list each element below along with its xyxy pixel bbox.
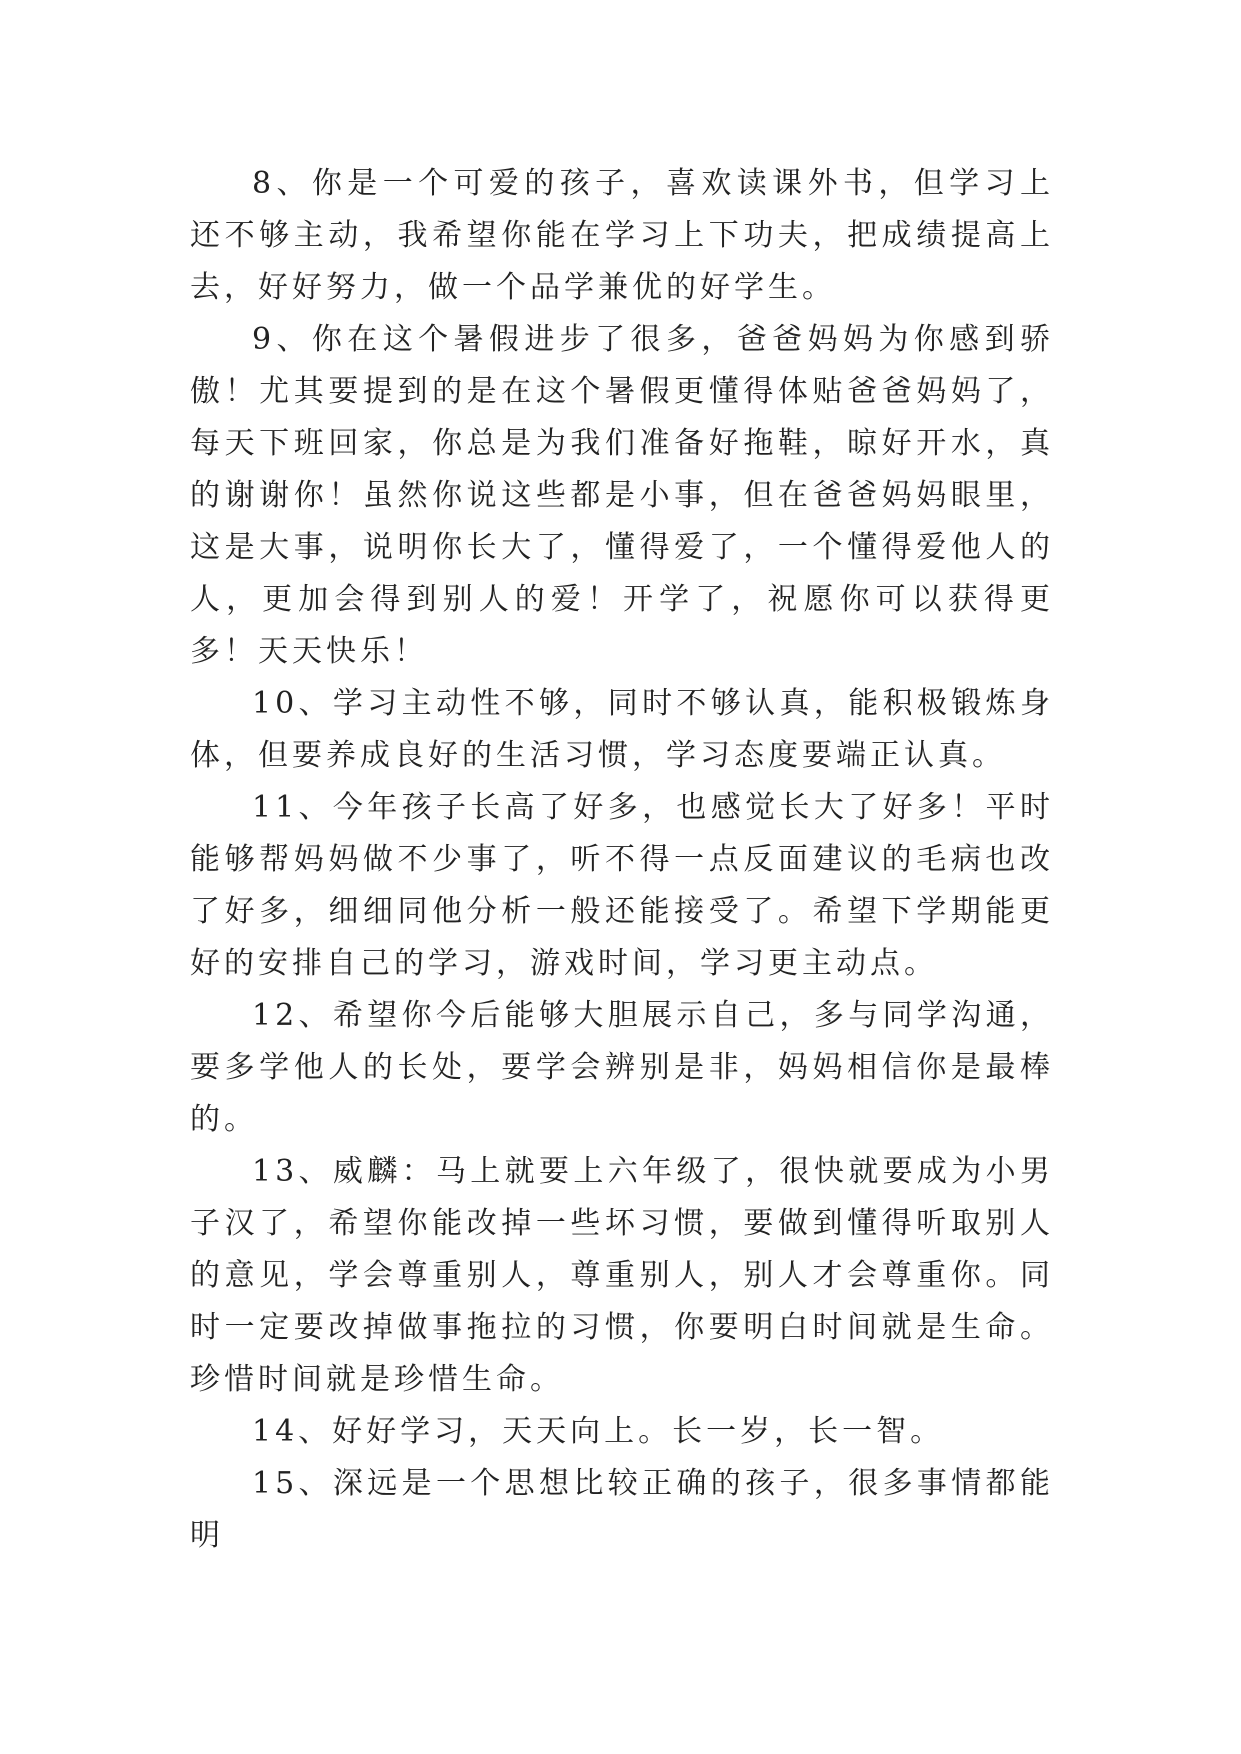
paragraph-11: 11、今年孩子长高了好多，也感觉长大了好多！平时能够帮妈妈做不少事了，听不得一点反面建议的毛病也改了好多，细细同他分析一般还能接受了。希望下学期能更好的安排自己的学习，游戏时间，学习更主动点。: [190, 790, 1054, 981]
document-body: [190, 158, 1054, 1553]
paragraph-15: 15、深远是一个思想比较正确的孩子，很多事情都能明: [190, 1466, 1054, 1553]
paragraph-14: 14、好好学习，天天向上。长一岁，长一智。: [252, 1414, 945, 1449]
paragraph-9: 9、你在这个暑假进步了很多，爸爸妈妈为你感到骄傲！尤其要提到的是在这个暑假更懂得体贴爸爸妈妈了，每天下班回家，你总是为我们准备好拖鞋，晾好开水，真的谢谢你！虽然你说这些都是小事，但在爸爸妈妈眼里，这是大事，说明你长大了，懂得爱了，一个懂得爱他人的人，更加会得到别人的爱！开学了，祝愿你可以获得更多！天天快乐！: [190, 322, 1054, 669]
paragraph-8: 8、你是一个可爱的孩子，喜欢读课外书，但学习上还不够主动，我希望你能在学习上下功夫，把成绩提高上去，好好努力，做一个品学兼优的好学生。: [190, 166, 1054, 305]
paragraph-13: 13、威麟：马上就要上六年级了，很快就要成为小男子汉了，希望你能改掉一些坏习惯，要做到懂得听取别人的意见，学会尊重别人，尊重别人，别人才会尊重你。同时一定要改掉做事拖拉的习惯，你要明白时间就是生命。珍惜时间就是珍惜生命。: [190, 1154, 1054, 1397]
paragraph-12: 12、希望你今后能够大胆展示自己，多与同学沟通，要多学他人的长处，要学会辨别是非，妈妈相信你是最棒的。: [190, 998, 1054, 1137]
paragraph-10: 10、学习主动性不够，同时不够认真，能积极锻炼身体，但要养成良好的生活习惯，学习态度要端正认真。: [190, 686, 1054, 773]
